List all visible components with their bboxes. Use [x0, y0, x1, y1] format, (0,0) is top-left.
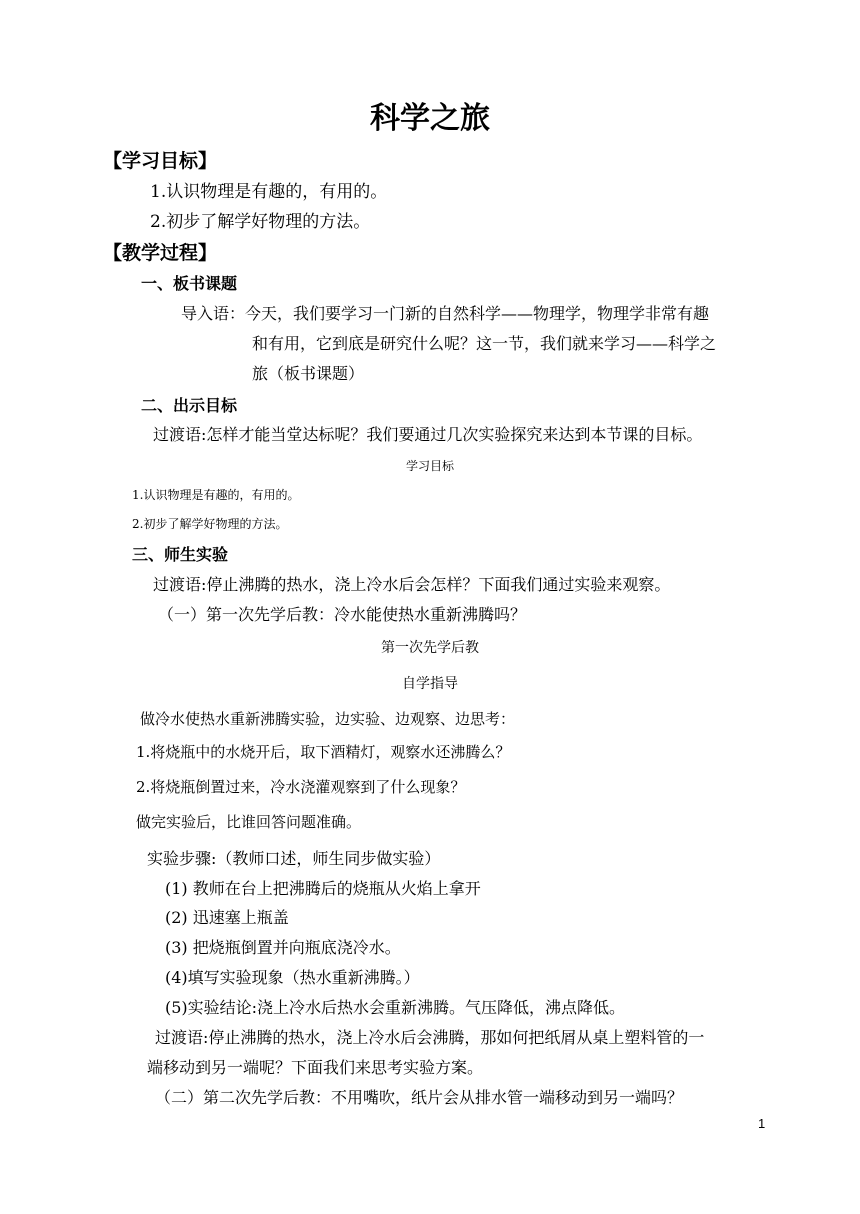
intro-text: 旅（板书课题） — [252, 364, 365, 383]
transition-text: 过渡语:停止沸腾的热水，浇上冷水后会怎样？下面我们通过实验来观察。 — [153, 575, 671, 594]
intro-text: 和有用，它到底是研究什么呢？这一节，我们就来学习——科学之 — [252, 334, 717, 353]
guide-line: 2.将烧瓶倒置过来，冷水浇灌观察到了什么现象？ — [136, 778, 466, 796]
step-item: (5)实验结论:浇上冷水后热水会重新沸腾。气压降低，沸点降低。 — [165, 998, 626, 1017]
guide-box-title: 第一次先学后教 — [381, 640, 479, 656]
transition-text: 过渡语:停止沸腾的热水，浇上冷水后会沸腾，那如何把纸屑从桌上塑料管的一 — [155, 1028, 705, 1047]
step-item: (2) 迅速塞上瓶盖 — [165, 908, 289, 927]
steps-heading: 实验步骤:（教师口述，师生同步做实验） — [147, 849, 441, 868]
page-number: 1 — [758, 1116, 766, 1131]
step-item: (1) 教师在台上把沸腾后的烧瓶从火焰上拿开 — [165, 879, 481, 898]
goals-box-title: 学习目标 — [405, 459, 454, 473]
guide-box-subtitle: 自学指导 — [402, 676, 458, 692]
goals-box-item: 2.初步了解学好物理的方法。 — [132, 517, 288, 531]
step-item: (4)填写实验现象（热水重新沸腾。） — [165, 968, 420, 987]
goals-box-item: 1.认识物理是有趣的，有用的。 — [132, 488, 300, 502]
guide-line: 做冷水使热水重新沸腾实验，边实验、边观察、边思考： — [140, 710, 516, 728]
part-heading: （一）第一次先学后教：冷水能使热水重新沸腾吗？ — [158, 605, 527, 624]
goals-heading: 【学习目标】 — [103, 150, 218, 172]
guide-line: 1.将烧瓶中的水烧开后，取下酒精灯，观察水还沸腾么？ — [136, 743, 511, 761]
section-heading: 二、出示目标 — [141, 396, 238, 415]
part-heading: （二）第二次先学后教：不用嘴吹，纸片会从排水管一端移动到另一端吗？ — [155, 1088, 684, 1107]
transition-text: 端移动到另一端呢？下面我们来思考实验方案。 — [147, 1058, 484, 1077]
section-heading: 三、师生实验 — [132, 545, 229, 564]
section-heading: 一、板书课题 — [141, 274, 238, 293]
process-heading: 【教学过程】 — [103, 242, 218, 264]
goal-item: 1.认识物理是有趣的，有用的。 — [150, 182, 388, 202]
intro-text: 导入语：今天，我们要学习一门新的自然科学——物理学，物理学非常有趣 — [181, 304, 710, 323]
guide-line: 做完实验后，比谁回答问题准确。 — [136, 813, 362, 831]
goal-item: 2.初步了解学好物理的方法。 — [150, 212, 371, 232]
step-item: (3) 把烧瓶倒置并向瓶底浇冷水。 — [165, 938, 401, 957]
transition-text: 过渡语:怎样才能当堂达标呢？我们要通过几次实验探究来达到本节课的目标。 — [153, 425, 703, 444]
document-title: 科学之旅 — [370, 101, 490, 136]
